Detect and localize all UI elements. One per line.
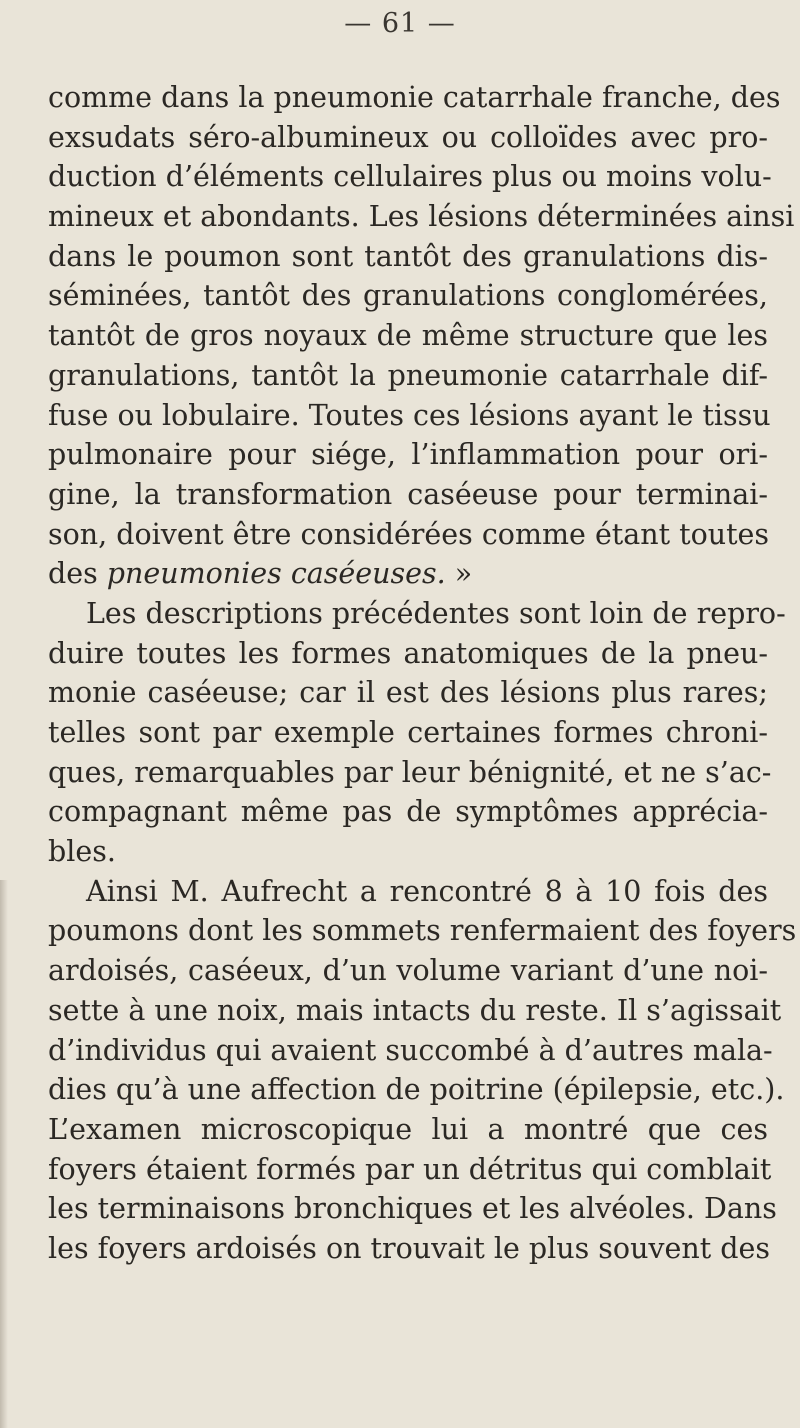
text-line: ardoisés, caséeux, d’un volume variant d’une noi- (48, 954, 768, 988)
text-line: duire toutes les formes anatomiques de la pneu- (48, 636, 768, 670)
text-line: telles sont par exemple certaines formes chroni- (48, 716, 768, 749)
text-line: duction d’éléments cellulaires plus ou moins volu- (48, 160, 772, 194)
text-line: poumons dont les sommets renfermaient des foyers (48, 914, 797, 948)
text-line: sette à une noix, mais intacts du reste. Il s’agissait (48, 993, 782, 1027)
text-line: tantôt de gros noyaux de même structure que les (48, 319, 768, 353)
text-line: foyers étaient formés par un détritus qui comblait (48, 1152, 772, 1186)
text-line: Ainsi M. Aufrecht a rencontré 8 à 10 fois des (86, 874, 768, 908)
page-binding-shadow (0, 880, 8, 1428)
text-line: dies qu’à une affection de poitrine (épilepsie, etc.). (48, 1073, 785, 1107)
text-line: pulmonaire pour siége, l’inflammation pour ori- (48, 438, 768, 472)
text-line: d’individus qui avaient succombé à d’autres mala- (48, 1033, 773, 1067)
text-fragment: des (48, 557, 107, 591)
closing-quote: » (445, 557, 473, 591)
text-line: les terminaisons bronchiques et les alvéoles. Dans (48, 1192, 777, 1226)
text-line: comme dans la pneumonie catarrhale franche, des (48, 81, 781, 114)
text-line: L’examen microscopique lui a montré que ces (48, 1112, 768, 1146)
text-line: séminées, tantôt des granulations conglomérées, (48, 279, 768, 313)
text-line: granulations, tantôt la pneumonie catarrhale dif- (48, 358, 768, 392)
text-line: compagnant même pas de symptômes apprécia- (48, 795, 768, 829)
text-line: bles. (48, 835, 116, 869)
text-line: dans le poumon sont tantôt des granulations dis- (48, 239, 768, 273)
italic-term: pneumonies caséeuses. (106, 557, 446, 591)
body-text (48, 78, 797, 1269)
text-line: gine, la transformation caséeuse pour terminai- (48, 477, 768, 511)
text-line: Les descriptions précédentes sont loin de repro- (86, 596, 786, 630)
text-line: monie caséeuse; car il est des lésions plus rares; (48, 676, 768, 710)
text-line: fuse ou lobulaire. Toutes ces lésions ayant le tissu (48, 398, 771, 432)
text-line: son, doivent être considérées comme étant toutes (48, 517, 770, 551)
text-line: ques, remarquables par leur bénignité, et ne s’ac- (48, 755, 772, 789)
text-line: exsudats séro-albumineux ou colloïdes avec pro- (48, 120, 768, 154)
page-number: — 61 — (344, 8, 456, 39)
text-line: mineux et abondants. Les lésions déterminées ainsi (48, 200, 795, 234)
text-line (48, 554, 768, 594)
text-line: les foyers ardoisés on trouvait le plus souvent des (48, 1231, 770, 1265)
